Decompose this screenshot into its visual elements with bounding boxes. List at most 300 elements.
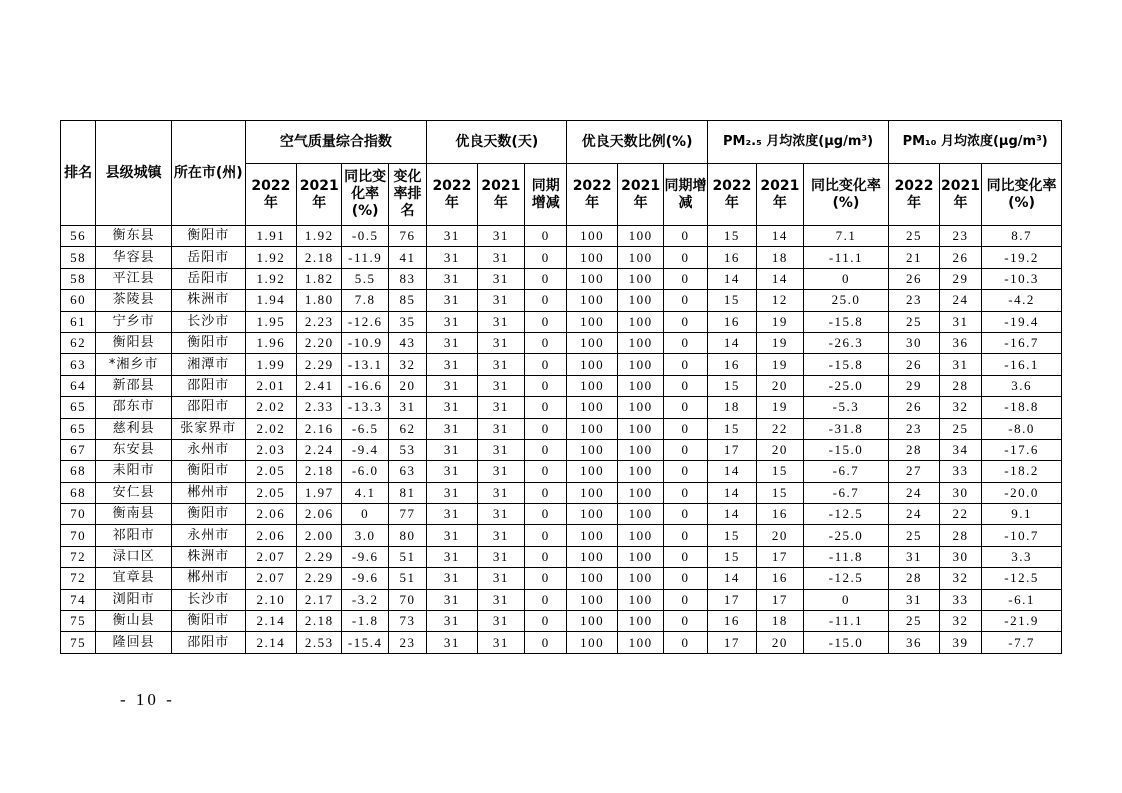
cell-pm10-rate: -17.6 bbox=[982, 439, 1062, 460]
cell-pm10-rate: -8.0 bbox=[982, 418, 1062, 439]
cell-city: 邵阳市 bbox=[171, 632, 245, 653]
cell-aqi-rank: 83 bbox=[388, 268, 426, 289]
cell-city: 衡阳市 bbox=[171, 332, 245, 353]
cell-city: 衡阳市 bbox=[171, 461, 245, 482]
cell-pm25-22: 14 bbox=[707, 568, 756, 589]
cell-pm25-21: 14 bbox=[757, 226, 803, 247]
cell-gd21: 31 bbox=[477, 632, 524, 653]
cell-gd-chg: 0 bbox=[525, 332, 567, 353]
cell-pm10-22: 29 bbox=[889, 375, 939, 396]
cell-aqi-rank: 62 bbox=[388, 418, 426, 439]
cell-aqi-rank: 81 bbox=[388, 482, 426, 503]
cell-pm25-rate: -6.7 bbox=[803, 461, 889, 482]
cell-pm10-21: 28 bbox=[939, 375, 981, 396]
table-row bbox=[61, 226, 1062, 247]
cell-aqi22: 1.92 bbox=[245, 268, 296, 289]
table-row bbox=[61, 589, 1062, 610]
header-pm10-yoy: 同比变化率(%) bbox=[982, 164, 1062, 226]
cell-pm25-rate: -15.0 bbox=[803, 439, 889, 460]
cell-gr21: 100 bbox=[617, 311, 663, 332]
cell-rank: 68 bbox=[61, 461, 96, 482]
cell-city: 邵阳市 bbox=[171, 375, 245, 396]
table-row bbox=[61, 418, 1062, 439]
table-row bbox=[61, 632, 1062, 653]
cell-pm25-22: 16 bbox=[707, 354, 756, 375]
cell-gd21: 31 bbox=[477, 247, 524, 268]
cell-rank: 75 bbox=[61, 632, 96, 653]
cell-pm10-22: 25 bbox=[889, 226, 939, 247]
cell-pm25-22: 14 bbox=[707, 332, 756, 353]
cell-city: 株洲市 bbox=[171, 546, 245, 567]
cell-gr22: 100 bbox=[567, 268, 617, 289]
cell-city: 衡阳市 bbox=[171, 611, 245, 632]
cell-gd22: 31 bbox=[427, 611, 477, 632]
cell-pm25-rate: 0 bbox=[803, 268, 889, 289]
cell-pm10-21: 32 bbox=[939, 568, 981, 589]
header-rank: 排名 bbox=[61, 121, 96, 226]
header-pm10-2022: 2022年 bbox=[889, 164, 939, 226]
cell-gd-chg: 0 bbox=[525, 375, 567, 396]
cell-aqi21: 2.18 bbox=[297, 461, 342, 482]
cell-aqi22: 2.05 bbox=[245, 461, 296, 482]
cell-pm25-rate: -25.0 bbox=[803, 525, 889, 546]
cell-gr22: 100 bbox=[567, 418, 617, 439]
cell-aqi-rate: -0.5 bbox=[342, 226, 388, 247]
cell-aqi21: 2.29 bbox=[297, 546, 342, 567]
cell-gd21: 31 bbox=[477, 504, 524, 525]
cell-pm10-21: 34 bbox=[939, 439, 981, 460]
cell-pm10-21: 31 bbox=[939, 354, 981, 375]
cell-city: 衡阳市 bbox=[171, 226, 245, 247]
cell-gd21: 31 bbox=[477, 226, 524, 247]
cell-gr21: 100 bbox=[617, 332, 663, 353]
cell-pm25-21: 20 bbox=[757, 525, 803, 546]
cell-gd-chg: 0 bbox=[525, 354, 567, 375]
cell-aqi-rank: 51 bbox=[388, 568, 426, 589]
cell-aqi22: 2.06 bbox=[245, 504, 296, 525]
cell-pm10-rate: -20.0 bbox=[982, 482, 1062, 503]
cell-gr-chg: 0 bbox=[664, 354, 707, 375]
cell-gr21: 100 bbox=[617, 354, 663, 375]
cell-gd22: 31 bbox=[427, 290, 477, 311]
cell-aqi-rank: 53 bbox=[388, 439, 426, 460]
cell-gr21: 100 bbox=[617, 504, 663, 525]
cell-gd22: 31 bbox=[427, 418, 477, 439]
cell-pm10-21: 22 bbox=[939, 504, 981, 525]
cell-gr-chg: 0 bbox=[664, 504, 707, 525]
cell-pm25-rate: -12.5 bbox=[803, 568, 889, 589]
cell-city: 株洲市 bbox=[171, 290, 245, 311]
cell-gd22: 31 bbox=[427, 247, 477, 268]
cell-pm25-22: 15 bbox=[707, 546, 756, 567]
cell-gr-chg: 0 bbox=[664, 589, 707, 610]
cell-aqi-rank: 23 bbox=[388, 632, 426, 653]
cell-gr21: 100 bbox=[617, 439, 663, 460]
cell-gr21: 100 bbox=[617, 418, 663, 439]
cell-aqi-rate: -9.4 bbox=[342, 439, 388, 460]
cell-pm10-rate: -7.7 bbox=[982, 632, 1062, 653]
cell-aqi-rank: 70 bbox=[388, 589, 426, 610]
cell-gd22: 31 bbox=[427, 311, 477, 332]
cell-pm25-rate: -5.3 bbox=[803, 397, 889, 418]
cell-aqi-rate: -9.6 bbox=[342, 546, 388, 567]
cell-pm25-21: 16 bbox=[757, 504, 803, 525]
cell-pm25-22: 17 bbox=[707, 632, 756, 653]
cell-aqi22: 2.07 bbox=[245, 546, 296, 567]
cell-city: 永州市 bbox=[171, 439, 245, 460]
cell-county: 邵东市 bbox=[96, 397, 172, 418]
cell-pm10-22: 21 bbox=[889, 247, 939, 268]
cell-aqi22: 1.91 bbox=[245, 226, 296, 247]
header-good-ratio-group: 优良天数比例(%) bbox=[567, 121, 707, 164]
cell-pm25-21: 12 bbox=[757, 290, 803, 311]
cell-rank: 60 bbox=[61, 290, 96, 311]
header-good-ratio-2022: 2022年 bbox=[567, 164, 617, 226]
cell-gr22: 100 bbox=[567, 546, 617, 567]
table-row bbox=[61, 482, 1062, 503]
cell-pm25-rate: -15.8 bbox=[803, 311, 889, 332]
cell-aqi-rate: 5.5 bbox=[342, 268, 388, 289]
cell-pm25-21: 20 bbox=[757, 439, 803, 460]
cell-gd22: 31 bbox=[427, 439, 477, 460]
header-aqi-2022: 2022年 bbox=[245, 164, 296, 226]
cell-gd21: 31 bbox=[477, 482, 524, 503]
cell-county: 宜章县 bbox=[96, 568, 172, 589]
header-pm25-2022: 2022年 bbox=[707, 164, 756, 226]
cell-gd22: 31 bbox=[427, 461, 477, 482]
cell-aqi21: 1.97 bbox=[297, 482, 342, 503]
cell-county: 新邵县 bbox=[96, 375, 172, 396]
cell-gd-chg: 0 bbox=[525, 611, 567, 632]
cell-aqi21: 1.92 bbox=[297, 226, 342, 247]
cell-aqi-rank: 85 bbox=[388, 290, 426, 311]
table-body bbox=[61, 226, 1062, 654]
cell-aqi22: 2.02 bbox=[245, 397, 296, 418]
cell-gd21: 31 bbox=[477, 461, 524, 482]
cell-aqi21: 2.18 bbox=[297, 247, 342, 268]
cell-gd21: 31 bbox=[477, 290, 524, 311]
cell-gr21: 100 bbox=[617, 568, 663, 589]
cell-aqi-rate: -10.9 bbox=[342, 332, 388, 353]
cell-gd-chg: 0 bbox=[525, 482, 567, 503]
cell-aqi22: 1.95 bbox=[245, 311, 296, 332]
cell-county: 衡南县 bbox=[96, 504, 172, 525]
cell-pm25-21: 17 bbox=[757, 589, 803, 610]
cell-gd22: 31 bbox=[427, 504, 477, 525]
cell-aqi21: 2.00 bbox=[297, 525, 342, 546]
cell-county: 慈利县 bbox=[96, 418, 172, 439]
cell-gr21: 100 bbox=[617, 632, 663, 653]
cell-gd22: 31 bbox=[427, 332, 477, 353]
cell-pm10-21: 33 bbox=[939, 461, 981, 482]
cell-pm25-rate: -6.7 bbox=[803, 482, 889, 503]
cell-aqi-rank: 43 bbox=[388, 332, 426, 353]
cell-aqi21: 2.17 bbox=[297, 589, 342, 610]
cell-rank: 65 bbox=[61, 418, 96, 439]
cell-gd21: 31 bbox=[477, 589, 524, 610]
cell-city: 张家界市 bbox=[171, 418, 245, 439]
cell-gd-chg: 0 bbox=[525, 247, 567, 268]
table-row bbox=[61, 461, 1062, 482]
cell-gd21: 31 bbox=[477, 546, 524, 567]
cell-aqi-rank: 32 bbox=[388, 354, 426, 375]
cell-rank: 67 bbox=[61, 439, 96, 460]
cell-pm25-22: 18 bbox=[707, 397, 756, 418]
cell-pm10-rate: -18.8 bbox=[982, 397, 1062, 418]
cell-rank: 72 bbox=[61, 546, 96, 567]
cell-pm25-21: 18 bbox=[757, 247, 803, 268]
cell-pm25-22: 14 bbox=[707, 461, 756, 482]
cell-aqi-rate: -15.4 bbox=[342, 632, 388, 653]
cell-pm25-21: 17 bbox=[757, 546, 803, 567]
cell-pm25-rate: -15.8 bbox=[803, 354, 889, 375]
table-row bbox=[61, 354, 1062, 375]
cell-pm10-22: 36 bbox=[889, 632, 939, 653]
cell-aqi-rank: 41 bbox=[388, 247, 426, 268]
cell-aqi-rate: -16.6 bbox=[342, 375, 388, 396]
cell-county: 耒阳市 bbox=[96, 461, 172, 482]
cell-pm25-22: 15 bbox=[707, 290, 756, 311]
cell-rank: 58 bbox=[61, 247, 96, 268]
cell-aqi22: 2.02 bbox=[245, 418, 296, 439]
cell-pm25-22: 16 bbox=[707, 611, 756, 632]
table-row bbox=[61, 504, 1062, 525]
cell-gr-chg: 0 bbox=[664, 568, 707, 589]
cell-pm25-rate: -11.8 bbox=[803, 546, 889, 567]
cell-aqi-rate: 3.0 bbox=[342, 525, 388, 546]
cell-gr21: 100 bbox=[617, 375, 663, 396]
cell-rank: 65 bbox=[61, 397, 96, 418]
header-pm25-group: PM₂.₅ 月均浓度(μg/m³) bbox=[707, 121, 889, 164]
cell-aqi21: 2.33 bbox=[297, 397, 342, 418]
cell-pm10-22: 25 bbox=[889, 525, 939, 546]
cell-rank: 68 bbox=[61, 482, 96, 503]
cell-pm10-rate: -10.3 bbox=[982, 268, 1062, 289]
cell-pm10-21: 36 bbox=[939, 332, 981, 353]
table-row bbox=[61, 375, 1062, 396]
cell-gr-chg: 0 bbox=[664, 611, 707, 632]
cell-county: 茶陵县 bbox=[96, 290, 172, 311]
header-good-ratio-2021: 2021年 bbox=[617, 164, 663, 226]
cell-city: 长沙市 bbox=[171, 589, 245, 610]
cell-gr22: 100 bbox=[567, 611, 617, 632]
cell-gd22: 31 bbox=[427, 375, 477, 396]
cell-rank: 62 bbox=[61, 332, 96, 353]
cell-gd-chg: 0 bbox=[525, 226, 567, 247]
cell-gr22: 100 bbox=[567, 568, 617, 589]
cell-pm10-22: 31 bbox=[889, 589, 939, 610]
cell-gr22: 100 bbox=[567, 589, 617, 610]
cell-pm25-21: 15 bbox=[757, 461, 803, 482]
cell-gd-chg: 0 bbox=[525, 397, 567, 418]
cell-aqi-rank: 80 bbox=[388, 525, 426, 546]
cell-pm10-21: 31 bbox=[939, 311, 981, 332]
cell-gr22: 100 bbox=[567, 332, 617, 353]
cell-gr22: 100 bbox=[567, 226, 617, 247]
cell-aqi21: 2.29 bbox=[297, 568, 342, 589]
cell-aqi21: 2.29 bbox=[297, 354, 342, 375]
cell-pm10-rate: -4.2 bbox=[982, 290, 1062, 311]
cell-aqi21: 2.53 bbox=[297, 632, 342, 653]
cell-gr-chg: 0 bbox=[664, 268, 707, 289]
cell-county: 平江县 bbox=[96, 268, 172, 289]
cell-pm10-22: 27 bbox=[889, 461, 939, 482]
cell-pm25-rate: -11.1 bbox=[803, 247, 889, 268]
header-aqi-group: 空气质量综合指数 bbox=[245, 121, 427, 164]
table-row bbox=[61, 525, 1062, 546]
cell-pm10-22: 23 bbox=[889, 418, 939, 439]
cell-aqi-rate: -9.6 bbox=[342, 568, 388, 589]
cell-county: 祁阳市 bbox=[96, 525, 172, 546]
cell-pm10-21: 30 bbox=[939, 546, 981, 567]
cell-gd21: 31 bbox=[477, 332, 524, 353]
cell-city: 郴州市 bbox=[171, 482, 245, 503]
cell-gd-chg: 0 bbox=[525, 290, 567, 311]
cell-pm25-22: 14 bbox=[707, 504, 756, 525]
cell-pm25-rate: 25.0 bbox=[803, 290, 889, 311]
cell-county: 宁乡市 bbox=[96, 311, 172, 332]
cell-pm25-rate: -15.0 bbox=[803, 632, 889, 653]
cell-pm10-21: 26 bbox=[939, 247, 981, 268]
table-row bbox=[61, 268, 1062, 289]
cell-gr-chg: 0 bbox=[664, 439, 707, 460]
cell-gd-chg: 0 bbox=[525, 589, 567, 610]
cell-pm25-21: 16 bbox=[757, 568, 803, 589]
cell-gr22: 100 bbox=[567, 504, 617, 525]
table-row bbox=[61, 247, 1062, 268]
header-aqi-change-rank: 变化率排名 bbox=[388, 164, 426, 226]
cell-pm10-21: 24 bbox=[939, 290, 981, 311]
cell-gr-chg: 0 bbox=[664, 247, 707, 268]
header-aqi-2021: 2021年 bbox=[297, 164, 342, 226]
cell-gr21: 100 bbox=[617, 589, 663, 610]
cell-aqi-rate: -12.6 bbox=[342, 311, 388, 332]
cell-pm10-rate: -19.4 bbox=[982, 311, 1062, 332]
cell-gd-chg: 0 bbox=[525, 568, 567, 589]
cell-pm25-21: 20 bbox=[757, 375, 803, 396]
cell-gr22: 100 bbox=[567, 290, 617, 311]
cell-gd-chg: 0 bbox=[525, 525, 567, 546]
cell-gr21: 100 bbox=[617, 461, 663, 482]
cell-pm25-22: 15 bbox=[707, 375, 756, 396]
cell-county: 衡山县 bbox=[96, 611, 172, 632]
cell-aqi-rate: -6.5 bbox=[342, 418, 388, 439]
cell-pm10-rate: -21.9 bbox=[982, 611, 1062, 632]
cell-pm25-21: 19 bbox=[757, 311, 803, 332]
cell-pm25-rate: -12.5 bbox=[803, 504, 889, 525]
cell-county: *湘乡市 bbox=[96, 354, 172, 375]
table-row bbox=[61, 397, 1062, 418]
cell-gr21: 100 bbox=[617, 397, 663, 418]
header-pm25-yoy: 同比变化率(%) bbox=[803, 164, 889, 226]
cell-pm10-rate: 3.3 bbox=[982, 546, 1062, 567]
cell-pm10-rate: -19.2 bbox=[982, 247, 1062, 268]
cell-gd-chg: 0 bbox=[525, 632, 567, 653]
cell-aqi-rate: -13.3 bbox=[342, 397, 388, 418]
cell-gr-chg: 0 bbox=[664, 482, 707, 503]
cell-aqi-rate: 4.1 bbox=[342, 482, 388, 503]
table-row bbox=[61, 611, 1062, 632]
cell-pm25-rate: -11.1 bbox=[803, 611, 889, 632]
cell-aqi-rate: -3.2 bbox=[342, 589, 388, 610]
header-aqi-yoy-rate: 同比变化率(%) bbox=[342, 164, 388, 226]
cell-rank: 64 bbox=[61, 375, 96, 396]
cell-gr21: 100 bbox=[617, 247, 663, 268]
cell-gd22: 31 bbox=[427, 354, 477, 375]
cell-aqi22: 2.03 bbox=[245, 439, 296, 460]
cell-gr22: 100 bbox=[567, 482, 617, 503]
cell-gr21: 100 bbox=[617, 482, 663, 503]
cell-pm10-21: 33 bbox=[939, 589, 981, 610]
cell-gr-chg: 0 bbox=[664, 546, 707, 567]
cell-aqi-rate: 7.8 bbox=[342, 290, 388, 311]
cell-gd-chg: 0 bbox=[525, 546, 567, 567]
cell-aqi-rank: 77 bbox=[388, 504, 426, 525]
cell-aqi-rate: -13.1 bbox=[342, 354, 388, 375]
cell-gr22: 100 bbox=[567, 247, 617, 268]
cell-aqi21: 1.80 bbox=[297, 290, 342, 311]
cell-gr22: 100 bbox=[567, 354, 617, 375]
cell-gd-chg: 0 bbox=[525, 268, 567, 289]
cell-pm10-21: 39 bbox=[939, 632, 981, 653]
cell-gr22: 100 bbox=[567, 397, 617, 418]
header-city: 所在市(州) bbox=[171, 121, 245, 226]
page-number: - 10 - bbox=[120, 690, 175, 709]
cell-city: 衡阳市 bbox=[171, 504, 245, 525]
cell-aqi-rank: 76 bbox=[388, 226, 426, 247]
cell-gd-chg: 0 bbox=[525, 418, 567, 439]
cell-pm10-21: 28 bbox=[939, 525, 981, 546]
header-pm25-2021: 2021年 bbox=[757, 164, 803, 226]
cell-pm10-rate: -10.7 bbox=[982, 525, 1062, 546]
cell-aqi-rank: 20 bbox=[388, 375, 426, 396]
cell-aqi22: 2.10 bbox=[245, 589, 296, 610]
cell-pm10-rate: 3.6 bbox=[982, 375, 1062, 396]
cell-aqi21: 2.18 bbox=[297, 611, 342, 632]
cell-pm25-22: 16 bbox=[707, 247, 756, 268]
header-county: 县级城镇 bbox=[96, 121, 172, 226]
cell-pm10-22: 25 bbox=[889, 611, 939, 632]
cell-gr21: 100 bbox=[617, 546, 663, 567]
cell-pm25-rate: 7.1 bbox=[803, 226, 889, 247]
cell-pm25-22: 16 bbox=[707, 311, 756, 332]
cell-pm25-21: 14 bbox=[757, 268, 803, 289]
header-pm10-2021: 2021年 bbox=[939, 164, 981, 226]
cell-gr-chg: 0 bbox=[664, 632, 707, 653]
cell-pm10-22: 25 bbox=[889, 311, 939, 332]
cell-rank: 58 bbox=[61, 268, 96, 289]
cell-gd22: 31 bbox=[427, 397, 477, 418]
cell-gd22: 31 bbox=[427, 568, 477, 589]
header-pm10-group: PM₁₀ 月均浓度(μg/m³) bbox=[889, 121, 1062, 164]
cell-county: 安仁县 bbox=[96, 482, 172, 503]
cell-pm25-22: 15 bbox=[707, 418, 756, 439]
cell-pm10-rate: -18.2 bbox=[982, 461, 1062, 482]
cell-pm25-rate: -25.0 bbox=[803, 375, 889, 396]
cell-gd22: 31 bbox=[427, 589, 477, 610]
cell-gr-chg: 0 bbox=[664, 290, 707, 311]
cell-pm10-rate: -12.5 bbox=[982, 568, 1062, 589]
cell-aqi21: 2.24 bbox=[297, 439, 342, 460]
cell-gr-chg: 0 bbox=[664, 525, 707, 546]
cell-county: 衡东县 bbox=[96, 226, 172, 247]
cell-rank: 70 bbox=[61, 525, 96, 546]
cell-gr22: 100 bbox=[567, 311, 617, 332]
cell-aqi22: 1.96 bbox=[245, 332, 296, 353]
cell-rank: 56 bbox=[61, 226, 96, 247]
table-row bbox=[61, 439, 1062, 460]
cell-gr-chg: 0 bbox=[664, 332, 707, 353]
